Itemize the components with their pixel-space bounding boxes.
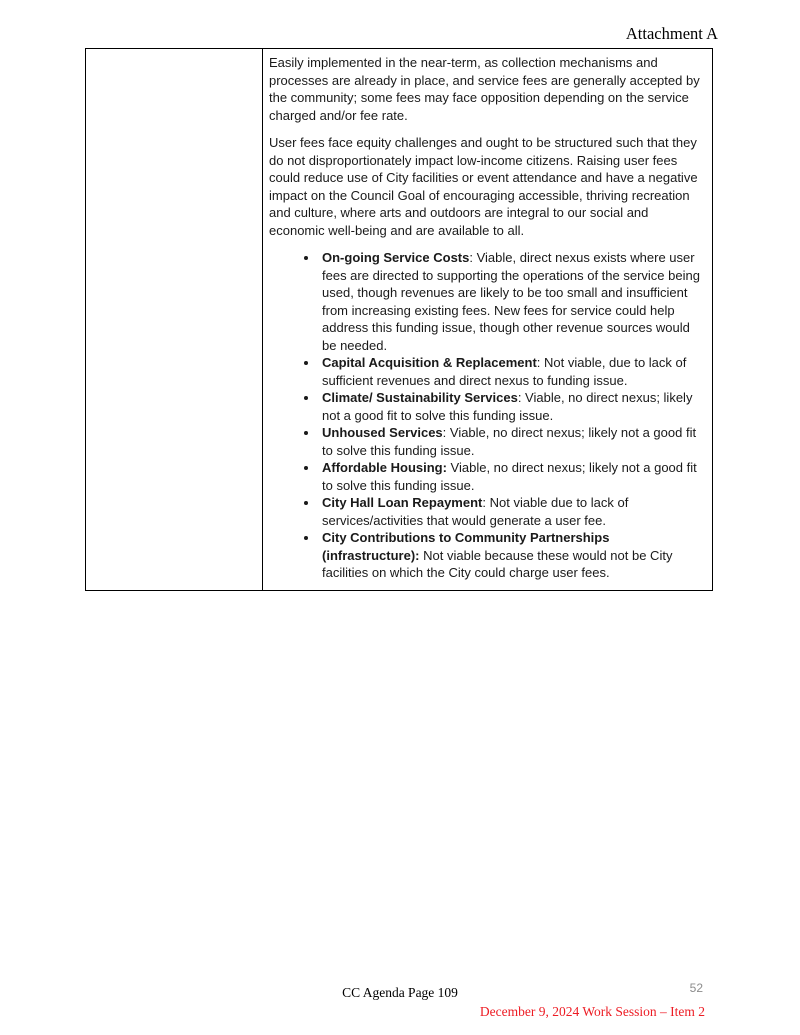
table-cell-right — [263, 49, 712, 590]
session-line: December 9, 2024 Work Session – Item 2 — [479, 1004, 705, 1019]
bullet-label: Capital Acquisition & Replacement — [322, 355, 537, 370]
bullet-text: : Not viable due to lack of services/activities that would generate a user fee. — [322, 495, 629, 528]
footer-agenda-page-label: CC Agenda Page 109 — [342, 985, 458, 1000]
viability-table — [85, 48, 713, 591]
bullet-label: City Hall Loan Repayment — [322, 495, 483, 510]
attachment-label: Attachment A — [625, 24, 718, 43]
list-item — [319, 354, 706, 389]
list-item — [319, 459, 706, 494]
list-item — [319, 389, 706, 424]
bullet-label: Climate/ Sustainability Services — [322, 390, 518, 405]
list-item — [319, 529, 706, 582]
paragraph-equity: User fees face equity challenges and ought to be structured such that they do not disproportionately impact low-income citizens. Raising user fees could reduce use of City facilities or event attendance and have a negative impact on the Council Goal of encouraging accessible, thriving recreation and culture, where arts and outdoors are integral to our social and economic well-being and are available to all. — [269, 135, 698, 238]
footer-page-number: 52 — [689, 981, 703, 995]
bullet-text: Viable, no direct nexus; likely not a good fit to solve this funding issue. — [322, 460, 697, 493]
bullet-text: : Viable, no direct nexus; likely not a good fit to solve this funding issue. — [322, 425, 697, 458]
list-item — [319, 249, 706, 354]
bullet-text: : Viable, no direct nexus; likely not a good fit to solve this funding issue. — [322, 390, 693, 423]
bullet-label: Unhoused Services — [322, 425, 443, 440]
bullet-text: : Viable, direct nexus exists where user fees are directed to supporting the operations of the service being used, though revenues are likely to be too small and insufficient from increasing existing fees. New fees for service could help address this funding issue, though other revenue sources would be needed. — [322, 250, 700, 353]
bullet-text: : Not viable, due to lack of sufficient revenues and direct nexus to funding issue. — [322, 355, 687, 388]
bullet-text: Not viable because these would not be City facilities on which the City could charge user fees. — [322, 547, 673, 580]
table-cell-left-empty — [86, 49, 263, 590]
paragraph-implementation: Easily implemented in the near-term, as collection mechanisms and processes are already in place, and service fees are generally accepted by the community; some fees may face opposition depending on the service charged and/or fee rate. — [269, 55, 700, 123]
list-item — [319, 424, 706, 459]
bullet-label: City Contributions to Community Partnerships (infrastructure): — [322, 530, 610, 563]
bullet-label: Affordable Housing: — [322, 460, 447, 475]
viability-bullet-list — [269, 249, 706, 582]
list-item — [319, 494, 706, 529]
bullet-label: On-going Service Costs — [322, 250, 470, 265]
